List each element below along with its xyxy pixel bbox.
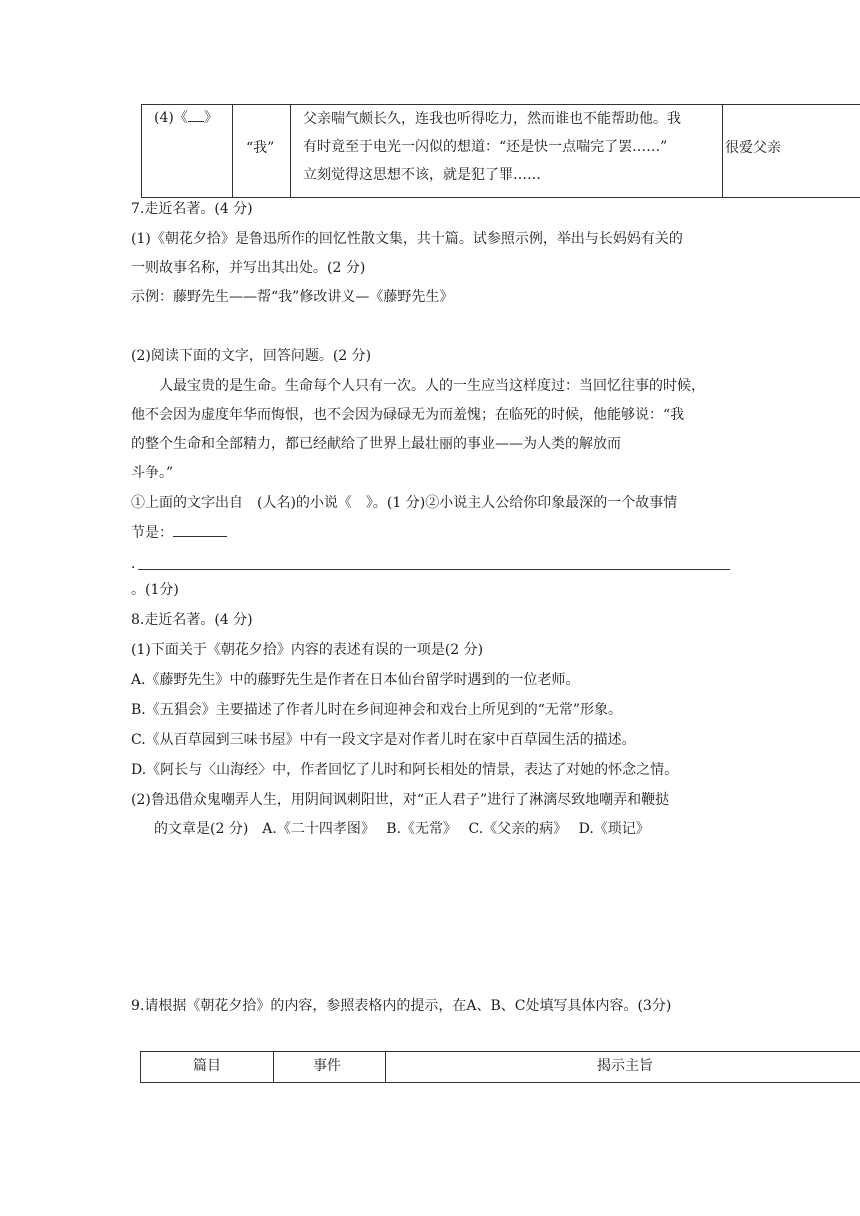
table-header-event: 事件	[313, 1058, 341, 1074]
table-cell-content	[303, 105, 681, 189]
passage-line: 斗争。”	[131, 465, 174, 481]
table-header-title: 篇目	[193, 1058, 221, 1074]
top-table	[141, 104, 860, 198]
q8-option-d: D.《阿长与〈山海经〉中，作者回忆了儿时和阿长相处的情景，表达了对她的怀念之情。	[131, 762, 679, 778]
table-divider	[385, 1052, 386, 1082]
passage-line: 的整个生命和全部精力，都已经献给了世界上最壮丽的事业——为人类的解放而	[131, 436, 621, 452]
table-divider	[273, 1052, 274, 1082]
q9-table	[140, 1051, 860, 1083]
passage-line: 人最宝贵的是生命。生命每个人只有一次。人的一生应当这样度过：当回忆往事的时候，	[159, 378, 705, 394]
q7-sub-question-line1: ①上面的文字出自 (人名)的小说《 》。(1 分)②小说主人公给你印象最深的一个故事情	[131, 495, 678, 511]
q8-part1: (1)下面关于《朝花夕拾》内容的表述有误的一项是(2 分)	[131, 642, 484, 658]
passage-line: 他不会因为虚度年华而悔恨，也不会因为碌碌无为而羞愧；在临死的时候，他能够说：“我	[131, 407, 685, 423]
fill-blank[interactable]	[188, 121, 204, 122]
table-cell-emotion: 很爱父亲	[725, 140, 781, 156]
table-content-line: 立刻觉得这思想不该，就是犯了罪……	[303, 167, 541, 183]
q7-part1-line1: (1)《朝花夕拾》是鲁迅所作的回忆性散文集，共十篇。试参照示例，举出与长妈妈有关的	[131, 231, 683, 247]
q7-part1-line2: 一则故事名称，并写出其出处。(2 分)	[131, 260, 366, 276]
q7-end-mark: 。(1分)	[131, 582, 179, 598]
q7-sub-question-line2: 节是：	[131, 522, 227, 543]
q8-option-b: B.《五猖会》主要描述了作者儿时在乡间迎神会和戏台上所见到的“无常”形象。	[131, 702, 623, 718]
table-divider	[722, 105, 723, 197]
table-cell-title: (4)《 》	[154, 110, 218, 126]
table-header-theme: 揭示主旨	[597, 1058, 653, 1074]
table-content-line: 有时竟至于电光一闪似的想道：“还是快一点喘完了罢……”	[303, 139, 668, 155]
answer-line[interactable]	[138, 569, 730, 570]
q8-title: 8.走近名著。(4 分)	[131, 612, 253, 628]
answer-dot: .	[131, 556, 136, 572]
q7-part2-title: (2)阅读下面的文字，回答问题。(2 分)	[131, 348, 372, 364]
q8-part2-line2: 的文章是(2 分) A.《二十四孝图》 B.《无常》 C.《父亲的病》 D.《琐记》	[154, 821, 650, 837]
table-cell-character: “我”	[246, 140, 275, 156]
answer-blank[interactable]	[173, 522, 227, 537]
table-divider	[232, 105, 233, 197]
q8-option-a: A.《藤野先生》中的藤野先生是作者在日本仙台留学时遇到的一位老师。	[131, 672, 580, 688]
q9-title: 9.请根据《朝花夕拾》的内容，参照表格内的提示，在A、B、C处填写具体内容。(3分)	[131, 998, 672, 1014]
q8-part2-line1: (2)鲁迅借众鬼嘲弄人生，用阴间讽刺阳世，对“正人君子”进行了淋漓尽致地嘲弄和鞭挞	[131, 792, 670, 808]
q7-title: 7.走近名著。(4 分)	[131, 201, 253, 217]
table-content-line: 父亲喘气颇长久，连我也听得吃力，然而谁也不能帮助他。我	[303, 111, 681, 127]
q8-option-c: C.《从百草园到三味书屋》中有一段文字是对作者儿时在家中百草园生活的描述。	[131, 732, 636, 748]
table-divider	[290, 105, 291, 197]
q7-example: 示例：藤野先生——帮“我”修改讲义—《藤野先生》	[131, 289, 454, 305]
